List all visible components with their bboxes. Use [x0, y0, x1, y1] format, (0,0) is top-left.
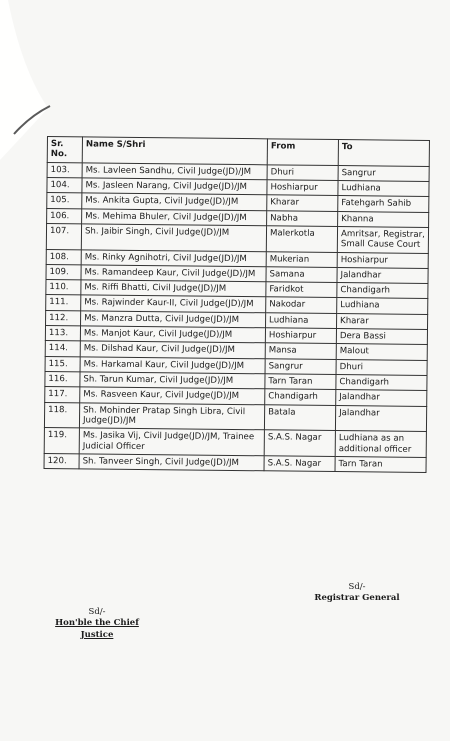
cell-name: Sh. Mohinder Pratap Singh Libra, Civil Judge(JD)/JM	[79, 402, 264, 430]
cell-to: Kharar	[336, 313, 427, 329]
cell-to: Chandigarh	[336, 375, 427, 391]
signatory-title: Hon'ble the Chief Justice	[55, 618, 139, 640]
cell-to: Tarn Taran	[335, 456, 426, 472]
cell-to: Jalandhar	[337, 267, 428, 283]
cell-name: Ms. Rasveen Kaur, Civil Judge(JD)/JM	[80, 387, 265, 404]
cell-from: Sangrur	[265, 358, 336, 374]
cell-name: Ms. Rinky Agnihotri, Civil Judge(JD)/JM	[81, 249, 266, 266]
cell-sr-no: 118.	[44, 402, 79, 428]
cell-name: Ms. Riffi Bhatti, Civil Judge(JD)/JM	[81, 280, 266, 297]
cell-to: Jalandhar	[336, 390, 427, 406]
cell-to: Fatehgarh Sahib	[338, 196, 429, 212]
cell-sr-no: 111.	[46, 295, 81, 311]
cell-sr-no: 103.	[47, 162, 82, 178]
cell-name: Ms. Manzra Dutta, Civil Judge(JD)/JM	[81, 311, 266, 328]
cell-sr-no: 120.	[44, 453, 79, 469]
cell-name: Ms. Mehima Bhuler, Civil Judge(JD)/JM	[82, 208, 267, 225]
cell-to: Hoshiarpur	[337, 252, 428, 268]
cell-sr-no: 116.	[45, 371, 80, 387]
cell-to: Sangrur	[338, 165, 429, 181]
cell-sr-no: 113.	[45, 326, 80, 342]
cell-from: Faridkot	[266, 282, 337, 298]
cell-to: Dhuri	[336, 359, 427, 375]
cell-to: Malout	[336, 344, 427, 360]
cell-name: Ms. Lavleen Sandhu, Civil Judge(JD)/JM	[82, 162, 267, 179]
registrar-signature	[312, 582, 402, 605]
cell-name: Sh. Jaibir Singh, Civil Judge(JD)/JM	[81, 224, 266, 252]
header-name: Name S/Shri	[82, 137, 267, 165]
cell-sr-no: 104.	[47, 177, 82, 193]
cell-sr-no: 107.	[46, 223, 81, 249]
cell-name: Ms. Ramandeep Kaur, Civil Judge(JD)/JM	[81, 265, 266, 282]
cell-from: Kharar	[267, 195, 338, 211]
header-to: To	[338, 140, 429, 167]
signature-mark: Sd/-	[88, 607, 106, 617]
cell-name: Ms. Ankita Gupta, Civil Judge(JD)/JM	[82, 193, 267, 210]
cell-sr-no: 114.	[45, 341, 80, 357]
cell-to: Ludhiana	[338, 180, 429, 196]
cell-from: Ludhiana	[266, 313, 337, 329]
transfer-table	[44, 136, 430, 473]
cell-from: Mansa	[265, 343, 336, 359]
cell-name: Ms. Jasika Vij, Civil Judge(JD)/JM, Trainee Judicial Officer	[79, 428, 264, 456]
cell-from: Nakodar	[266, 297, 337, 313]
cell-from: Hoshiarpur	[265, 328, 336, 344]
cell-from: Dhuri	[267, 164, 338, 180]
table-header-row	[47, 137, 429, 167]
cell-from: Samana	[266, 267, 337, 283]
signatory-title: Registrar General	[314, 593, 400, 604]
cell-to: Khanna	[338, 211, 429, 227]
cell-name: Ms. Jasleen Narang, Civil Judge(JD)/JM	[82, 178, 267, 195]
cell-name: Ms. Harkamal Kaur, Civil Judge(JD)/JM	[80, 357, 265, 374]
cell-sr-no: 108.	[46, 249, 81, 265]
cell-to: Ludhiana as an additional officer	[335, 431, 426, 458]
cell-sr-no: 117.	[45, 387, 80, 403]
table-row	[44, 453, 426, 472]
cell-sr-no: 109.	[46, 264, 81, 280]
cell-from: Mukerian	[266, 251, 337, 267]
signature-mark: Sd/-	[348, 582, 366, 592]
cell-from: S.A.S. Nagar	[264, 456, 335, 472]
header-sr-no: Sr. No.	[47, 137, 82, 163]
cell-from: Chandigarh	[265, 389, 336, 405]
cell-sr-no: 105.	[47, 193, 82, 209]
cell-name: Ms. Dilshad Kaur, Civil Judge(JD)/JM	[80, 341, 265, 358]
cell-sr-no: 112.	[46, 310, 81, 326]
cell-sr-no: 119.	[44, 428, 79, 454]
cell-from: S.A.S. Nagar	[264, 430, 335, 456]
cell-name: Sh. Tanveer Singh, Civil Judge(JD)/JM	[79, 454, 264, 471]
table-body	[44, 162, 429, 473]
cell-name: Ms. Manjot Kaur, Civil Judge(JD)/JM	[80, 326, 265, 343]
cell-from: Tarn Taran	[265, 374, 336, 390]
cell-to: Chandigarh	[337, 283, 428, 299]
cell-from: Malerkotla	[266, 226, 337, 252]
table-row	[44, 428, 426, 458]
cell-name: Sh. Tarun Kumar, Civil Judge(JD)/JM	[80, 372, 265, 389]
cell-from: Nabha	[267, 210, 338, 226]
cell-name: Ms. Rajwinder Kaur-II, Civil Judge(JD)/JM	[81, 295, 266, 312]
cell-from: Hoshiarpur	[267, 180, 338, 196]
header-from: From	[267, 139, 338, 165]
table-row	[46, 223, 428, 253]
cell-from: Batala	[264, 404, 335, 430]
cell-to: Ludhiana	[337, 298, 428, 314]
cell-sr-no: 115.	[45, 356, 80, 372]
cell-to: Jalandhar	[335, 405, 426, 432]
cell-sr-no: 106.	[47, 208, 82, 224]
cell-sr-no: 110.	[46, 280, 81, 296]
cell-to: Amritsar, Registrar, Small Cause Court	[337, 226, 428, 253]
cell-to: Dera Bassi	[336, 329, 427, 345]
table-row	[44, 402, 426, 432]
chief-justice-signature	[42, 607, 152, 641]
